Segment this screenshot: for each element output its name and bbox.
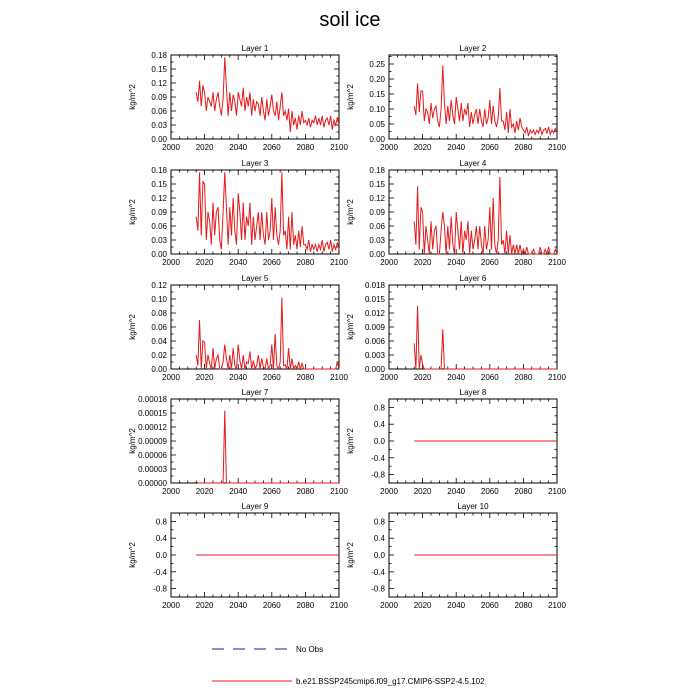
panel-frame (171, 399, 339, 483)
y-tick-label: 0.09 (151, 93, 167, 102)
y-tick-label: 0.12 (369, 194, 385, 203)
y-tick-label: 0.12 (151, 281, 167, 290)
x-tick-label: 2000 (380, 143, 398, 152)
y-tick-label: 0.09 (369, 208, 385, 217)
y-tick-label: 0.00018 (138, 395, 167, 404)
panel-title: Layer 7 (241, 388, 269, 397)
y-tick-label: 0.8 (373, 517, 385, 527)
series-line (414, 306, 557, 369)
y-axis-label: kg/m^2 (128, 314, 137, 340)
panel-6 (346, 274, 566, 382)
x-tick-label: 2040 (229, 143, 248, 152)
y-tick-label: 0.00 (151, 135, 167, 144)
x-tick-label: 2060 (480, 143, 499, 152)
x-tick-label: 2060 (262, 487, 281, 496)
y-axis-label: kg/m^2 (346, 428, 355, 454)
legend-obs-label: No Obs (296, 645, 324, 654)
x-tick-label: 2100 (330, 487, 348, 496)
y-tick-label: 0.00 (369, 135, 385, 144)
y-tick-label: 0.009 (364, 323, 385, 332)
x-tick-label: 2080 (514, 258, 533, 267)
y-tick-label: 0.02 (151, 351, 167, 360)
y-tick-label: 0.25 (369, 60, 385, 69)
x-tick-label: 2080 (296, 258, 315, 267)
x-tick-label: 2000 (162, 258, 180, 267)
y-axis-label: kg/m^2 (128, 199, 137, 225)
x-tick-label: 2040 (447, 487, 466, 496)
y-tick-label: 0.04 (151, 337, 167, 346)
x-tick-label: 2060 (480, 258, 499, 267)
y-tick-label: 0.006 (364, 337, 385, 346)
x-tick-label: 2020 (195, 373, 214, 382)
y-tick-label: 0.09 (151, 208, 167, 217)
x-tick-label: 2100 (548, 143, 566, 152)
panel-title: Layer 9 (241, 502, 269, 511)
y-tick-label: 0.018 (364, 281, 385, 290)
panel-title: Layer 1 (241, 44, 269, 53)
x-tick-label: 2100 (548, 258, 566, 267)
panel-frame (171, 55, 339, 139)
x-tick-label: 2000 (162, 487, 180, 496)
y-tick-label: -0.8 (371, 584, 385, 594)
y-tick-label: 0.15 (369, 180, 385, 189)
x-tick-label: 2080 (296, 373, 315, 382)
panel-4 (346, 159, 566, 267)
x-tick-label: 2080 (296, 487, 315, 496)
y-tick-label: -0.4 (153, 567, 167, 577)
y-tick-label: 0.4 (373, 420, 385, 430)
y-tick-label: 0.03 (151, 121, 167, 130)
x-tick-label: 2040 (447, 373, 466, 382)
y-tick-label: 0.00000 (138, 479, 167, 488)
y-tick-label: 0.06 (151, 222, 167, 231)
x-tick-label: 2080 (514, 601, 533, 610)
y-tick-label: 0.18 (151, 166, 167, 175)
x-tick-label: 2000 (380, 601, 398, 610)
x-tick-label: 2060 (480, 601, 499, 610)
panel-title: Layer 3 (241, 159, 269, 168)
y-tick-label: 0.00006 (138, 451, 167, 460)
x-tick-label: 2020 (195, 487, 214, 496)
x-tick-label: 2020 (413, 601, 432, 610)
y-tick-label: -0.4 (371, 453, 385, 463)
x-tick-label: 2100 (330, 258, 348, 267)
y-tick-label: 0.06 (151, 107, 167, 116)
y-tick-label: 0.0 (373, 551, 385, 560)
y-axis-label: kg/m^2 (128, 542, 137, 568)
x-tick-label: 2000 (162, 601, 180, 610)
panel-frame (389, 170, 557, 254)
panel-title: Layer 2 (459, 44, 487, 53)
x-tick-label: 2040 (229, 601, 248, 610)
panel-3 (128, 159, 348, 267)
x-tick-label: 2060 (480, 373, 499, 382)
x-tick-label: 2100 (330, 373, 348, 382)
y-tick-label: 0.4 (155, 534, 167, 544)
y-tick-label: -0.8 (371, 470, 385, 480)
panel-2 (346, 44, 566, 152)
y-tick-label: 0.0 (373, 437, 385, 446)
x-tick-label: 2040 (447, 258, 466, 267)
x-tick-label: 2060 (262, 258, 281, 267)
x-tick-label: 2060 (262, 373, 281, 382)
y-axis-label: kg/m^2 (346, 199, 355, 225)
x-tick-label: 2060 (262, 601, 281, 610)
y-tick-label: 0.003 (364, 351, 385, 360)
y-tick-label: 0.18 (151, 51, 167, 60)
y-tick-label: 0.00015 (138, 409, 167, 418)
y-tick-label: 0.00009 (138, 437, 167, 446)
y-tick-label: 0.18 (369, 166, 385, 175)
x-tick-label: 2080 (514, 143, 533, 152)
panel-title: Layer 10 (457, 502, 489, 511)
x-tick-label: 2000 (380, 373, 398, 382)
y-axis-label: kg/m^2 (128, 84, 137, 110)
legend-model-line (212, 678, 294, 684)
y-tick-label: 0.15 (151, 65, 167, 74)
x-tick-label: 2000 (162, 373, 180, 382)
legend-obs-line (212, 646, 292, 652)
x-tick-label: 2020 (413, 373, 432, 382)
y-tick-label: 0.00 (151, 250, 167, 259)
y-axis-label: kg/m^2 (346, 542, 355, 568)
x-tick-label: 2020 (413, 487, 432, 496)
y-tick-label: 0.4 (373, 534, 385, 544)
panel-1 (128, 44, 348, 152)
x-tick-label: 2080 (296, 601, 315, 610)
y-tick-label: 0.06 (151, 323, 167, 332)
y-tick-label: 0.015 (364, 295, 385, 304)
x-tick-label: 2080 (514, 373, 533, 382)
x-tick-label: 2040 (229, 373, 248, 382)
y-tick-label: 0.12 (151, 194, 167, 203)
y-tick-label: 0.00012 (138, 423, 167, 432)
x-tick-label: 2100 (548, 487, 566, 496)
legend-model-label: b.e21.BSSP245cmip6.f09_g17.CMIP6-SSP2-4.5.102 (296, 677, 485, 686)
y-axis-label: kg/m^2 (128, 428, 137, 454)
x-tick-label: 2000 (380, 258, 398, 267)
x-tick-label: 2100 (330, 143, 348, 152)
panel-7 (128, 388, 348, 496)
y-tick-label: 0.05 (369, 120, 385, 129)
x-tick-label: 2060 (480, 487, 499, 496)
series-line (196, 298, 339, 369)
y-tick-label: 0.08 (151, 309, 167, 318)
y-tick-label: -0.8 (153, 584, 167, 594)
x-tick-label: 2080 (514, 487, 533, 496)
y-tick-label: 0.00 (151, 365, 167, 374)
series-line (196, 411, 339, 483)
y-axis-label: kg/m^2 (346, 84, 355, 110)
y-tick-label: 0.03 (151, 236, 167, 245)
x-tick-label: 2080 (296, 143, 315, 152)
panel-title: Layer 4 (459, 159, 487, 168)
series-line (414, 177, 557, 254)
y-tick-label: 0.00003 (138, 465, 167, 474)
panel-frame (389, 285, 557, 369)
y-tick-label: 0.8 (155, 517, 167, 527)
panel-frame (389, 55, 557, 139)
y-tick-label: 0.20 (369, 75, 385, 84)
figure-title: soil ice (319, 9, 381, 31)
series-line (196, 172, 339, 251)
y-tick-label: 0.03 (369, 236, 385, 245)
y-tick-label: -0.4 (371, 567, 385, 577)
panel-title: Layer 6 (459, 274, 487, 283)
y-tick-label: 0.10 (151, 295, 167, 304)
x-tick-label: 2040 (447, 143, 466, 152)
x-tick-label: 2020 (195, 143, 214, 152)
y-tick-label: 0.8 (373, 403, 385, 413)
x-tick-label: 2000 (162, 143, 180, 152)
y-tick-label: 0.0 (155, 551, 167, 560)
x-tick-label: 2100 (548, 601, 566, 610)
x-tick-label: 2100 (330, 601, 348, 610)
panel-frame (171, 170, 339, 254)
panel-8 (346, 388, 566, 496)
y-tick-label: 0.15 (151, 180, 167, 189)
y-axis-label: kg/m^2 (346, 314, 355, 340)
y-tick-label: 0.15 (369, 90, 385, 99)
x-tick-label: 2060 (262, 143, 281, 152)
x-tick-label: 2020 (413, 258, 432, 267)
x-tick-label: 2040 (447, 601, 466, 610)
panel-5 (128, 274, 348, 382)
y-tick-label: 0.012 (364, 309, 385, 318)
x-tick-label: 2040 (229, 487, 248, 496)
y-tick-label: 0.10 (369, 105, 385, 114)
panel-title: Layer 8 (459, 388, 487, 397)
series-line (414, 66, 557, 137)
panel-9 (128, 502, 348, 610)
y-tick-label: 0.06 (369, 222, 385, 231)
panel-10 (346, 502, 566, 610)
x-tick-label: 2020 (195, 258, 214, 267)
x-tick-label: 2000 (380, 487, 398, 496)
x-tick-label: 2100 (548, 373, 566, 382)
y-tick-label: 0.00 (369, 250, 385, 259)
x-tick-label: 2040 (229, 258, 248, 267)
panel-title: Layer 5 (241, 274, 269, 283)
x-tick-label: 2020 (195, 601, 214, 610)
x-tick-label: 2020 (413, 143, 432, 152)
y-tick-label: 0.000 (364, 365, 385, 374)
y-tick-label: 0.12 (151, 79, 167, 88)
series-line (196, 57, 339, 132)
